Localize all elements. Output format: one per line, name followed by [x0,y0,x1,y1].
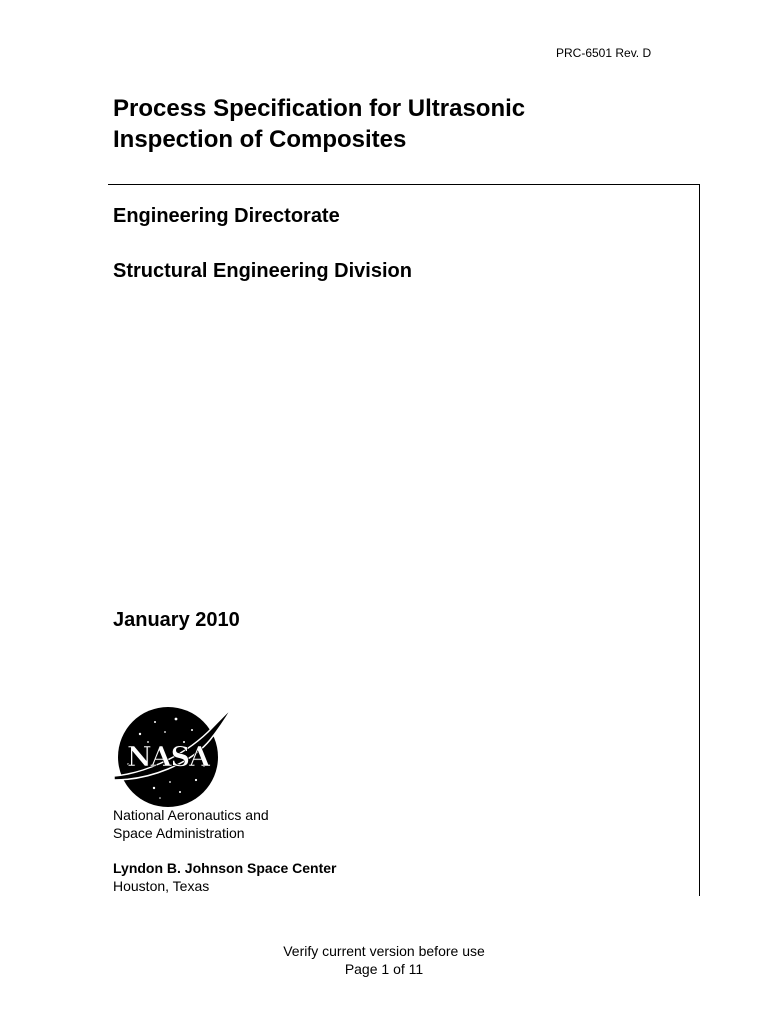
page-footer [0,942,768,978]
division-heading: Structural Engineering Division [113,260,412,282]
directorate-heading: Engineering Directorate [113,205,340,227]
title-line-1: Process Specification for Ultrasonic [113,95,526,122]
center-location: Houston, Texas [113,878,210,894]
nasa-wordmark: NASA [126,742,210,773]
agency-name [113,806,269,842]
verify-notice: Verify current version before use [283,943,485,959]
right-border-rule [699,184,700,896]
center-name: Lyndon B. Johnson Space Center [113,860,337,876]
page-number: Page 1 of 11 [344,961,424,977]
agency-line-1: National Aeronautics and [113,807,269,823]
document-number: PRC-6501 Rev. D [556,46,652,60]
title-line-2: Inspection of Composites [113,126,407,153]
agency-line-2: Space Administration [113,825,245,841]
document-title [113,93,653,155]
publication-date: January 2010 [113,609,240,631]
top-border-rule [108,184,700,185]
nasa-logo-icon [110,704,238,808]
